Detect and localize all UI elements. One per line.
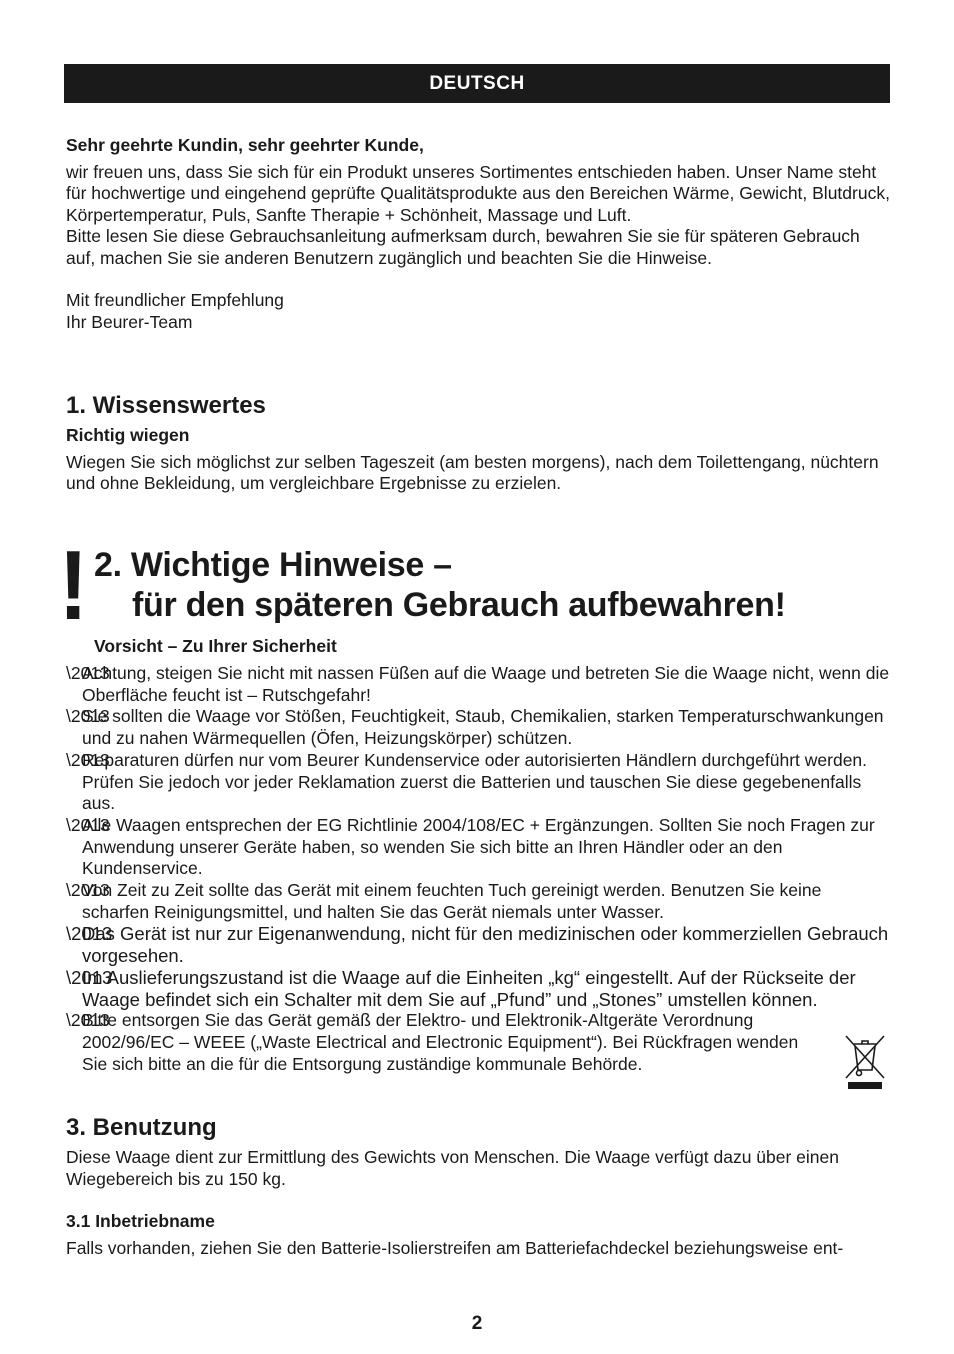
page-number: 2 xyxy=(471,1313,483,1334)
list-item: – Reparaturen dürfen nur vom Beurer Kundenservice oder autorisierten Händlern durchgeführt werden. Prüfen Sie jedoch vor jeder Reklamation zuerst die Batterien und tauschen Sie diese gegebenenfalls aus. xyxy=(66,750,892,815)
intro-paragraph-1: wir freuen uns, dass Sie sich für ein Produkt unseres Sortimentes entschieden haben. Unser Name steht für hochwertige und eingehend geprüfte Qualitätsprodukte aus den Bereichen Wärme, Gewicht, Blutdruck, Körpertemperatur, Puls, Sanfte Therapie + Schönheit, Massage und Luft. xyxy=(66,161,890,225)
section-1 xyxy=(66,392,890,495)
section-2-heading xyxy=(94,545,786,625)
list-item: – Bitte entsorgen Sie das Gerät gemäß der Elektro- und Elektronik-Altgeräte Verordnung 2002/96/EC – WEEE („Waste Electrical and Electronic Equipment“). Bei Rückfragen wenden Sie sich bitte an die für die Entsorgung zuständige kommunale Behörde. xyxy=(66,1010,892,1075)
intro-section xyxy=(66,135,890,333)
section-2-heading-line-1: 2. Wichtige Hinweise – xyxy=(94,546,452,584)
warning-exclamation-icon: ! xyxy=(58,530,89,640)
language-label: DEUTSCH xyxy=(429,72,525,94)
section-1-subheading: Richtig wiegen xyxy=(66,425,190,445)
section-3-heading: 3. Benutzung xyxy=(66,1114,217,1141)
intro-paragraph-2: Bitte lesen Sie diese Gebrauchsanleitung aufmerksam durch, bewahren Sie sie für späteren Gebrauch auf, machen Sie sie anderen Benutzern zugänglich und beachten Sie die Hinweise. xyxy=(66,226,860,268)
section-3-1-text: Falls vorhanden, ziehen Sie den Batterie-Isolierstreifen am Batteriefachdeckel beziehungsweise ent- xyxy=(66,1237,844,1258)
list-item: – Sie sollten die Waage vor Stößen, Feuchtigkeit, Staub, Chemikalien, starken Temperaturschwankungen und zu nahen Wärmequellen (Öfen, Heizungskörper) schützen. xyxy=(66,706,892,749)
safety-notes-list xyxy=(66,663,892,1075)
section-2-heading-line-2: für den späteren Gebrauch aufbewahren! xyxy=(132,586,786,624)
language-header-bar xyxy=(64,64,890,103)
closing-line-2: Ihr Beurer-Team xyxy=(66,311,193,332)
list-item: – Von Zeit zu Zeit sollte das Gerät mit einem feuchten Tuch gereinigt werden. Benutzen Sie keine scharfen Reinigungsmittel, und halten Sie das Gerät niemals unter Wasser. xyxy=(66,880,892,923)
closing-line-1: Mit freundlicher Empfehlung xyxy=(66,290,284,310)
list-item: – Das Gerät ist nur zur Eigenanwendung, nicht für den medizinischen oder kommerziellen Gebrauch vorgesehen. xyxy=(66,923,892,966)
salutation: Sehr geehrte Kundin, sehr geehrter Kunde, xyxy=(66,135,424,155)
section-3 xyxy=(66,1114,890,1259)
section-3-1-heading: 3.1 Inbetriebname xyxy=(66,1211,215,1231)
list-item: – Im Auslieferungszustand ist die Waage auf die Einheiten „kg“ eingestellt. Auf der Rückseite der Waage befindet sich ein Schalter mit dem Sie auf „Pfund” und „Stones” umstellen können. xyxy=(66,967,892,1010)
section-3-text: Diese Waage dient zur Ermittlung des Gewichts von Menschen. Die Waage verfügt dazu über einen Wiegebereich bis zu 150 kg. xyxy=(66,1147,839,1189)
section-1-heading: 1. Wissenswertes xyxy=(66,392,266,419)
section-2-subheading: Vorsicht – Zu Ihrer Sicherheit xyxy=(94,636,337,656)
list-item: – Alle Waagen entsprechen der EG Richtlinie 2004/108/EC + Ergänzungen. Sollten Sie noch Fragen zur Anwendung unserer Geräte haben, so wenden Sie sich bitte an Ihren Händler oder an den Kundenservice. xyxy=(66,815,892,880)
crossed-out-wheelie-bin-icon xyxy=(842,1032,888,1092)
list-item: – Achtung, steigen Sie nicht mit nassen Füßen auf die Waage und betreten Sie die Waage nicht, wenn die Oberfläche feucht ist – Rutschgefahr! xyxy=(66,663,892,706)
section-1-text: Wiegen Sie sich möglichst zur selben Tageszeit (am besten morgens), nach dem Toilettengang, nüchtern und ohne Bekleidung, um vergleichbare Ergebnisse zu erzielen. xyxy=(66,451,879,493)
